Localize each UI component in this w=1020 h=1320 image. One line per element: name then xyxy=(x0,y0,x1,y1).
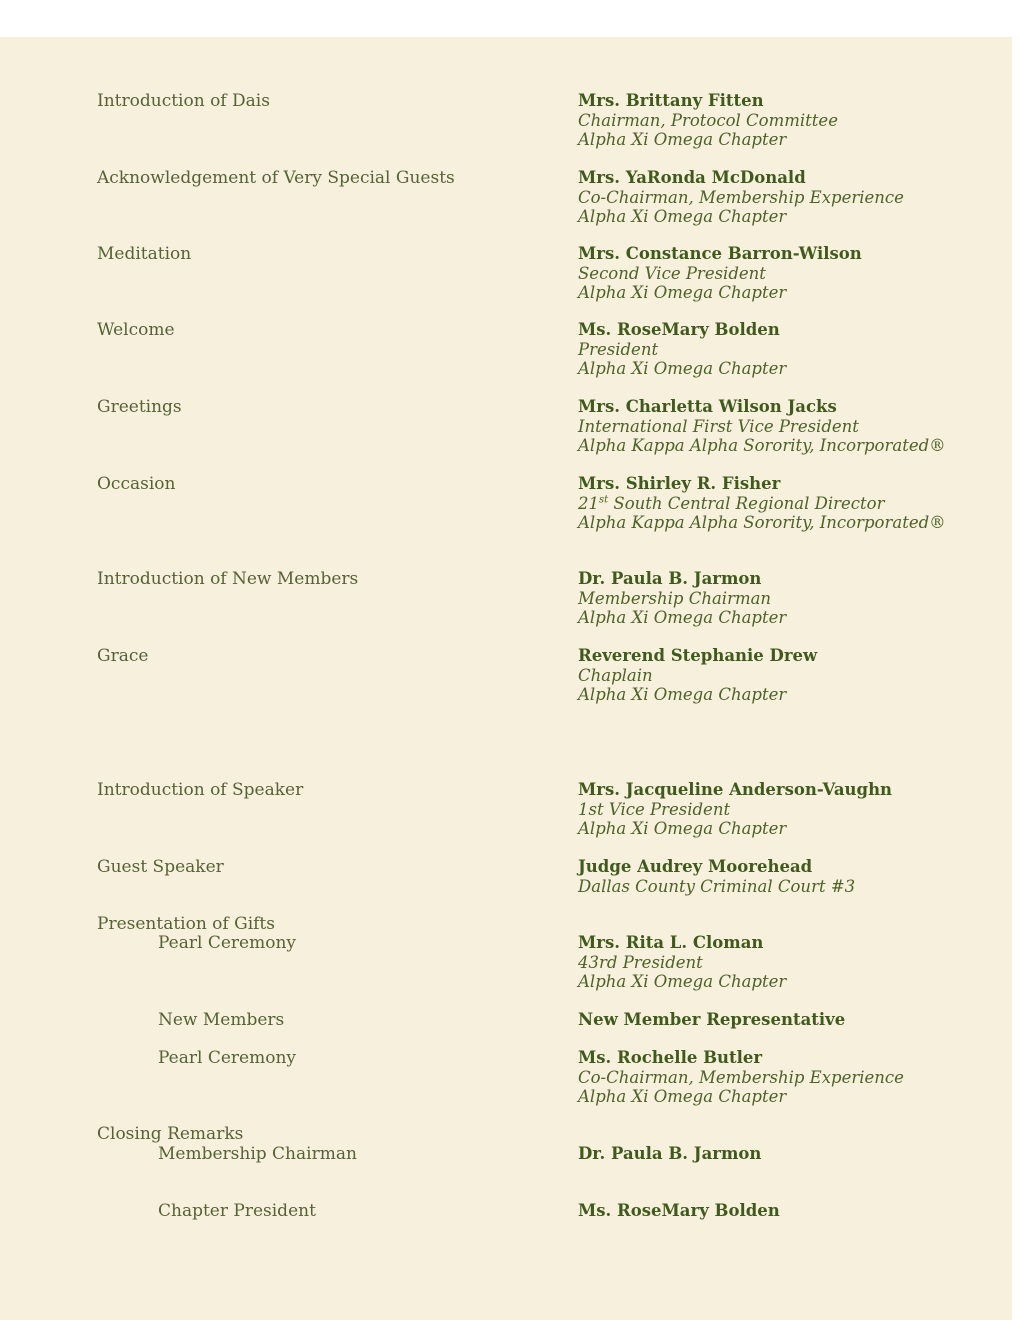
program-participant xyxy=(578,244,862,303)
participant-title: Co-Chairman, Membership Experience xyxy=(578,187,904,207)
participant-name: Dr. Paula B. Jarmon xyxy=(578,1144,762,1163)
participant-name: Dr. Paula B. Jarmon xyxy=(578,569,762,588)
participant-title: Chaplain xyxy=(578,665,653,685)
participant-title: 21st South Central Regional Director xyxy=(578,493,885,513)
participant-title: Second Vice President xyxy=(578,263,766,283)
participant-organization: Alpha Xi Omega Chapter xyxy=(578,972,787,991)
participant-name: Mrs. YaRonda McDonald xyxy=(578,168,806,187)
program-participant xyxy=(578,320,786,379)
participant-name: Mrs. Jacqueline Anderson-Vaughn xyxy=(578,780,893,799)
participant-organization: Alpha Xi Omega Chapter xyxy=(578,1087,787,1106)
program-participant xyxy=(578,91,838,150)
program-subitem-label: Membership Chairman xyxy=(158,1144,357,1164)
program-item-label: Introduction of Dais xyxy=(97,91,270,111)
participant-name: Ms. RoseMary Bolden xyxy=(578,1201,780,1220)
program-item-label: Welcome xyxy=(97,320,175,340)
participant-title: 1st Vice President xyxy=(578,799,731,819)
program-item-label: Occasion xyxy=(97,474,176,494)
program-section-label: Closing Remarks xyxy=(97,1124,244,1144)
program-item-label: Acknowledgement of Very Special Guests xyxy=(97,168,455,188)
participant-organization: Alpha Xi Omega Chapter xyxy=(578,608,787,627)
program-item-label: Introduction of New Members xyxy=(97,569,359,589)
participant-name: Mrs. Charletta Wilson Jacks xyxy=(578,397,837,416)
participant-organization: Alpha Kappa Alpha Sorority, Incorporated® xyxy=(578,436,946,455)
program-section-label: Presentation of Gifts xyxy=(97,914,275,934)
program-participant xyxy=(578,646,817,705)
program-participant xyxy=(578,474,946,533)
program-item-label: Introduction of Speaker xyxy=(97,780,304,800)
participant-organization: Alpha Xi Omega Chapter xyxy=(578,685,787,704)
program-participant xyxy=(578,1201,780,1221)
participant-title: International First Vice President xyxy=(578,416,859,436)
program-participant xyxy=(578,780,892,839)
participant-title: Membership Chairman xyxy=(578,588,772,608)
program-item-label: Meditation xyxy=(97,244,192,264)
program-subitem-label: Pearl Ceremony xyxy=(158,1048,297,1068)
participant-title: President xyxy=(578,339,659,359)
participant-title: Co-Chairman, Membership Experience xyxy=(578,1067,904,1087)
participant-organization: Alpha Xi Omega Chapter xyxy=(578,819,787,838)
participant-title: 43rd President xyxy=(578,952,703,972)
participant-organization: Alpha Xi Omega Chapter xyxy=(578,207,787,226)
participant-name: Ms. Rochelle Butler xyxy=(578,1048,763,1067)
participant-name: Mrs. Brittany Fitten xyxy=(578,91,764,110)
participant-name: Mrs. Shirley R. Fisher xyxy=(578,474,781,493)
program-participant xyxy=(578,857,855,896)
program-participant xyxy=(578,1010,845,1030)
participant-organization: Alpha Xi Omega Chapter xyxy=(578,359,787,378)
program-subitem-label: Chapter President xyxy=(158,1201,316,1221)
participant-organization: Alpha Xi Omega Chapter xyxy=(578,130,787,149)
participant-name: New Member Representative xyxy=(578,1010,846,1029)
program-subitem-label: New Members xyxy=(158,1010,285,1030)
participant-name: Mrs. Constance Barron-Wilson xyxy=(578,244,862,263)
program-item-label: Grace xyxy=(97,646,149,666)
participant-name: Ms. RoseMary Bolden xyxy=(578,320,780,339)
program-participant xyxy=(578,1048,904,1107)
participant-title: Dallas County Criminal Court #3 xyxy=(578,876,856,896)
program-participant xyxy=(578,569,786,628)
participant-name: Reverend Stephanie Drew xyxy=(578,646,818,665)
program-participant xyxy=(578,1144,761,1164)
participant-organization: Alpha Kappa Alpha Sorority, Incorporated® xyxy=(578,513,946,532)
participant-title: Chairman, Protocol Committee xyxy=(578,110,838,130)
participant-organization: Alpha Xi Omega Chapter xyxy=(578,283,787,302)
program-participant xyxy=(578,397,946,456)
participant-name: Judge Audrey Moorehead xyxy=(578,857,813,876)
program-participant xyxy=(578,168,904,227)
program-item-label: Greetings xyxy=(97,397,182,417)
program-participant xyxy=(578,933,786,992)
program-subitem-label: Pearl Ceremony xyxy=(158,933,297,953)
participant-name: Mrs. Rita L. Cloman xyxy=(578,933,764,952)
program-item-label: Guest Speaker xyxy=(97,857,224,877)
